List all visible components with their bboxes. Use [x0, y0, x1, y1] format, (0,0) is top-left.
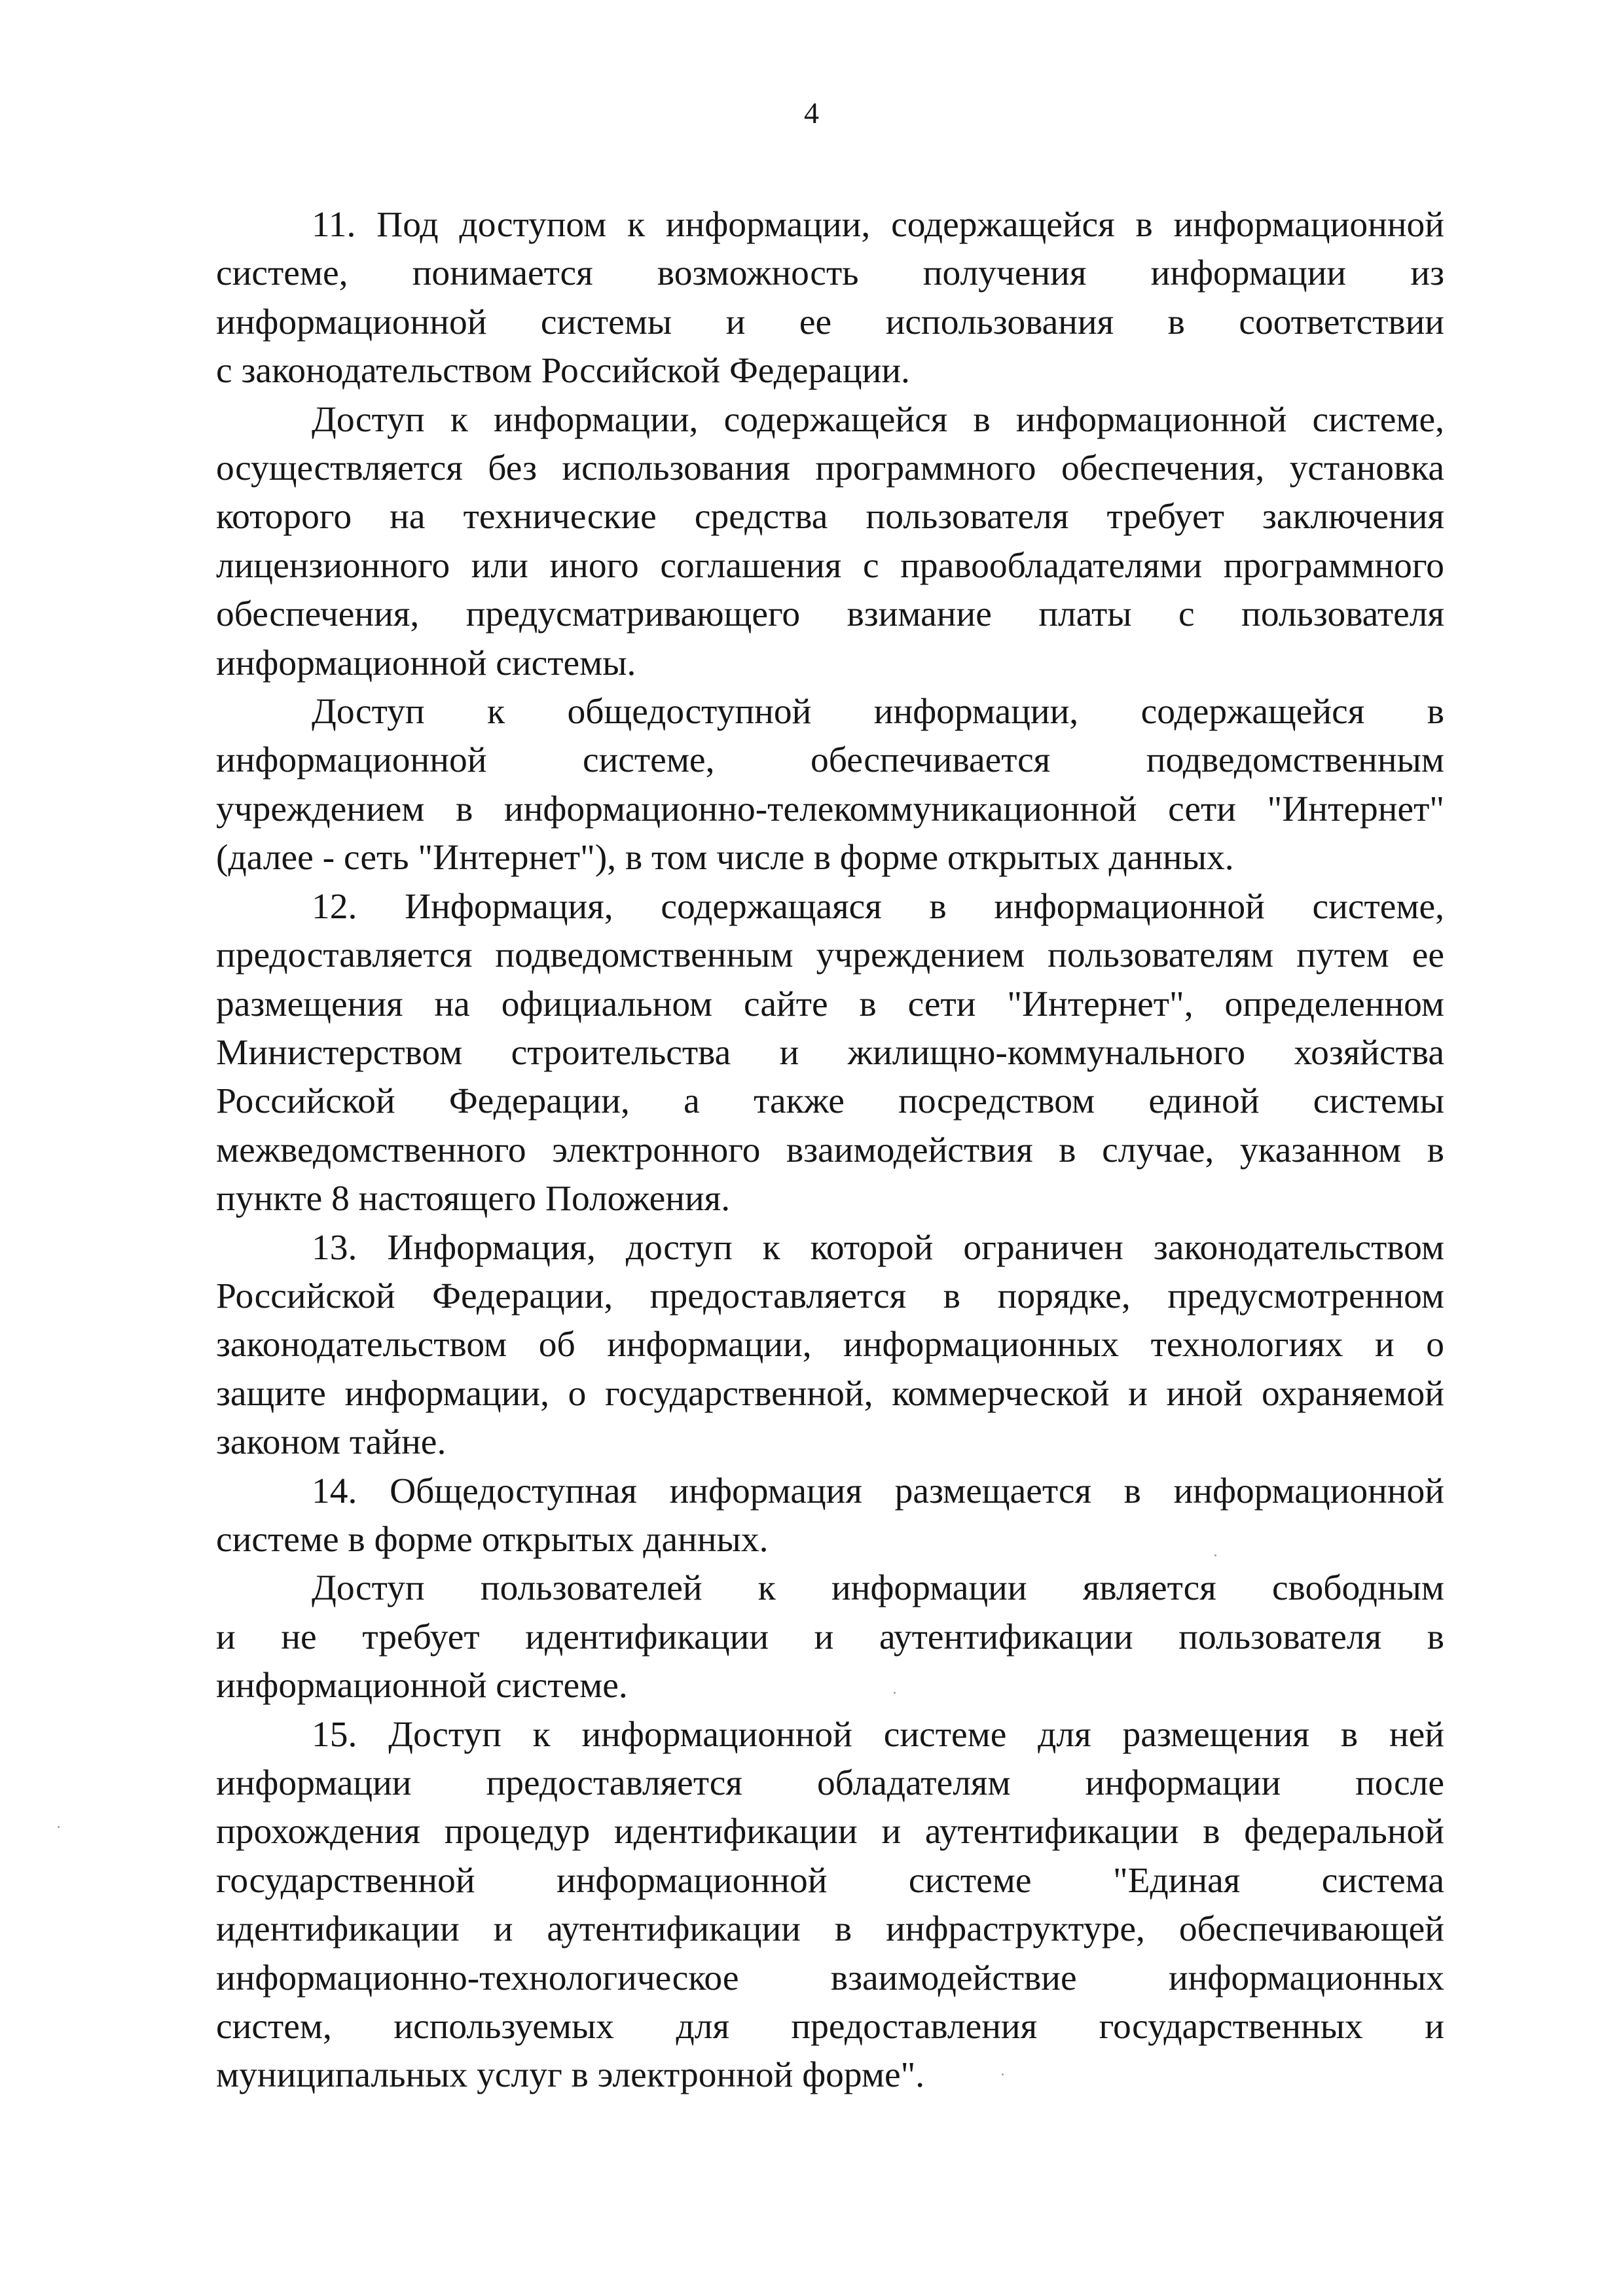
- text-line: прохождения процедур идентификации и аутентификации в федеральной: [216, 1812, 1444, 1852]
- paragraph-12: [216, 883, 1444, 1224]
- text-line: (далее - сеть "Интернет"), в том числе в форме открытых данных.: [216, 838, 1234, 878]
- text-line: муниципальных услуг в электронной форме".: [216, 2055, 925, 2096]
- text-line: законом тайне.: [216, 1422, 447, 1463]
- paragraph-11: [216, 201, 1444, 396]
- text-line: 15. Доступ к информационной системе для размещения в ней: [312, 1714, 1444, 1755]
- scan-speck: [58, 1826, 60, 1828]
- text-line: идентификации и аутентификации в инфраструктуре, обеспечивающей: [216, 1909, 1444, 1950]
- text-line: лицензионного или иного соглашения с правообладателями программного: [216, 545, 1444, 586]
- paragraph-14: [216, 1467, 1444, 1565]
- paragraph-15: [216, 1711, 1444, 2100]
- paragraph-free-access: [216, 1564, 1444, 1710]
- text-line: Министерством строительства и жилищно-коммунального хозяйства: [216, 1032, 1444, 1073]
- paragraph-13: [216, 1224, 1444, 1467]
- text-line: обеспечения, предусматривающего взимание платы с пользователя: [216, 594, 1444, 635]
- text-line: государственной информационной системе "Единая система: [216, 1860, 1444, 1901]
- text-line: Российской Федерации, а также посредством единой системы: [216, 1081, 1444, 1122]
- text-line: информационной системы и ее использования в соответствии: [216, 302, 1444, 342]
- text-line: осуществляется без использования программного обеспечения, установка: [216, 448, 1444, 489]
- text-line: Российской Федерации, предоставляется в порядке, предусмотренном: [216, 1276, 1444, 1316]
- paragraph-access-software: [216, 396, 1444, 688]
- text-line: систем, используемых для предоставления государственных и: [216, 2007, 1444, 2047]
- text-line: Доступ пользователей к информации является свободным: [312, 1568, 1444, 1609]
- text-line: 13. Информация, доступ к которой ограничен законодательством: [312, 1227, 1444, 1268]
- text-line: размещения на официальном сайте в сети "Интернет", определенном: [216, 984, 1444, 1024]
- text-line: информационной системы.: [216, 643, 636, 683]
- text-line: Доступ к общедоступной информации, содержащейся в: [312, 692, 1444, 732]
- text-line: и не требует идентификации и аутентификации пользователя в: [216, 1617, 1444, 1657]
- paragraph-public-access: [216, 688, 1444, 883]
- text-line: пункте 8 настоящего Положения.: [216, 1179, 731, 1219]
- text-line: предоставляется подведомственным учреждением пользователям путем ее: [216, 935, 1444, 976]
- text-line: с законодательством Российской Федерации.: [216, 351, 910, 391]
- scan-speck: [1214, 1554, 1216, 1556]
- document-body: [216, 201, 1444, 2100]
- text-line: 14. Общедоступная информация размещается в информационной: [312, 1471, 1444, 1511]
- text-line: системе в форме открытых данных.: [216, 1519, 769, 1560]
- scan-speck: [1002, 2073, 1004, 2075]
- scan-speck: [894, 1692, 896, 1694]
- text-line: информационно-технологическое взаимодействие информационных: [216, 1958, 1444, 1998]
- text-line: 12. Информация, содержащаяся в информационной системе,: [312, 886, 1444, 927]
- page-number: 4: [804, 96, 819, 130]
- text-line: Доступ к информации, содержащейся в информационной системе,: [312, 399, 1444, 440]
- text-line: 11. Под доступом к информации, содержащейся в информационной: [312, 205, 1444, 245]
- text-line: системе, понимается возможность получения информации из: [216, 253, 1444, 294]
- text-line: которого на технические средства пользователя требует заключения: [216, 497, 1444, 537]
- text-line: информационной системе.: [216, 1666, 628, 1706]
- text-line: защите информации, о государственной, коммерческой и иной охраняемой: [216, 1373, 1444, 1414]
- text-line: межведомственного электронного взаимодействия в случае, указанном в: [216, 1130, 1444, 1170]
- text-line: информационной системе, обеспечивается подведомственным: [216, 740, 1444, 781]
- text-line: учреждением в информационно-телекоммуникационной сети "Интернет": [216, 789, 1444, 829]
- text-line: законодательством об информации, информационных технологиях и о: [216, 1325, 1444, 1365]
- text-line: информации предоставляется обладателям информации после: [216, 1763, 1444, 1803]
